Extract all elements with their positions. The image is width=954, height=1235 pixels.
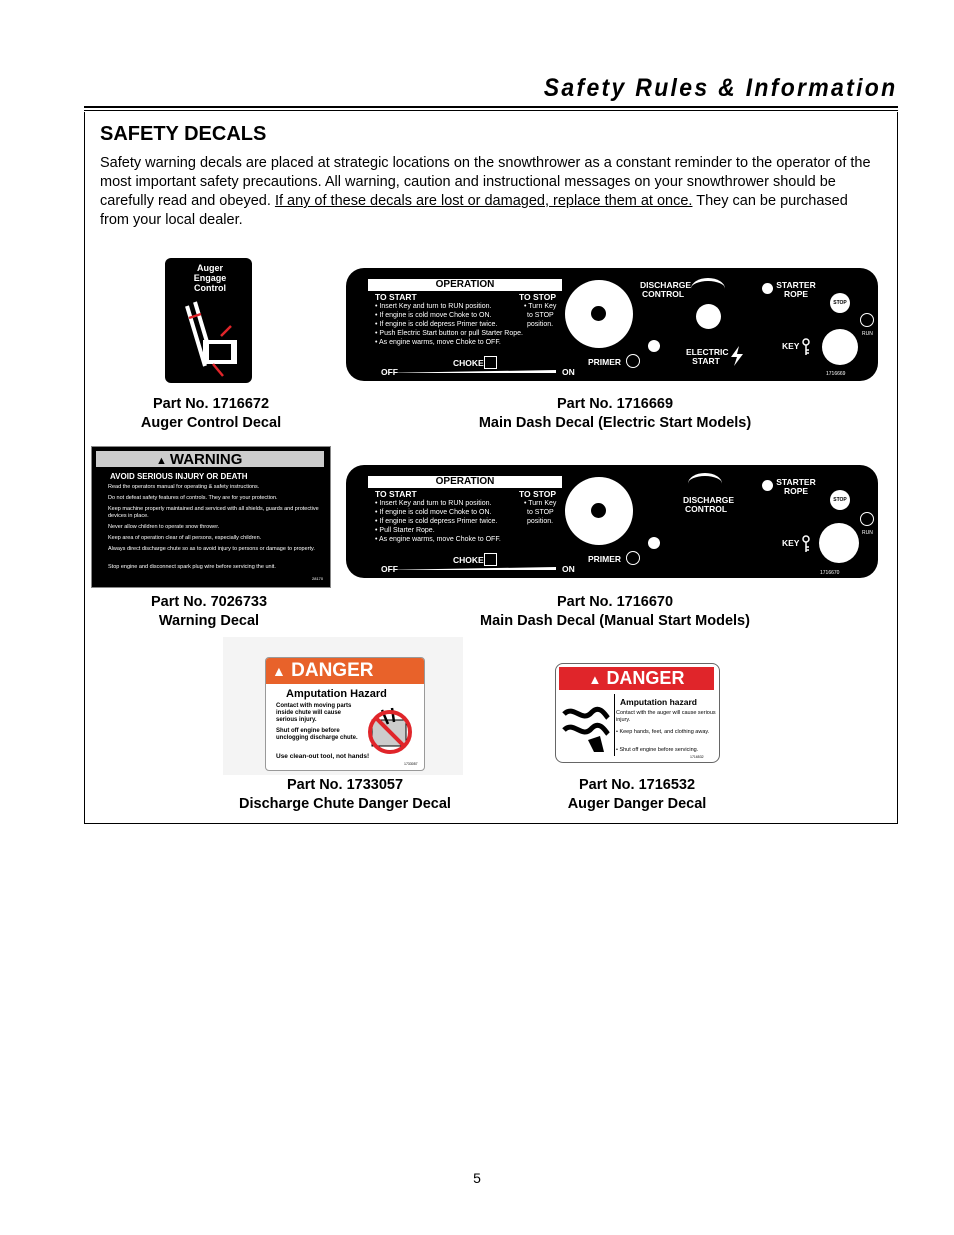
intro-underlined-text: If any of these decals are lost or damaged, replace them at once. (274, 193, 693, 209)
snowthrower-icon (165, 258, 252, 383)
stop-step: • Turn Key (524, 303, 557, 310)
hazard-line: Contact with the auger will cause serious injury. (616, 710, 716, 723)
off-label: OFF (381, 564, 398, 574)
start-step: • If engine is cold move Choke to ON. (375, 509, 492, 516)
to-start-heading: TO START (375, 489, 417, 499)
header-rule (84, 106, 898, 108)
key-icon (801, 338, 811, 356)
decal-name: Warning Decal (158, 613, 260, 629)
key-label: KEY (782, 341, 800, 351)
decal-code: 1733057 (404, 762, 418, 766)
discharge-arrow-icon (691, 278, 725, 299)
choke-label: CHOKE (453, 555, 484, 565)
choke-slider-track (381, 370, 556, 373)
start-step: • Pull Starter Rope. (375, 527, 435, 534)
starter-indicator (762, 480, 773, 491)
primer-label: PRIMER (588, 357, 622, 367)
to-stop-heading: TO STOP (519, 292, 557, 302)
danger-header-text: DANGER (291, 660, 374, 681)
danger-header (266, 658, 424, 684)
stop-icon: STOP (830, 293, 850, 313)
warning-item: Never allow children to operate snow thrower. (108, 524, 220, 530)
intro-text-end: They can be purchased from your local dealer. (100, 193, 848, 228)
danger-header-text: DANGER (606, 668, 685, 688)
page-title: Safety Rules & Information (543, 74, 897, 102)
key-switch (822, 329, 858, 365)
stop-step: • Turn Key (524, 500, 557, 507)
intro-paragraph (100, 154, 880, 230)
decal-name: Discharge Chute Danger Decal (239, 796, 451, 812)
operation-label: OPERATION (368, 279, 562, 291)
start-step: • If engine is cold move Choke to ON. (375, 312, 492, 319)
warning-item: Read the operators manual for operating & safety instructions. (108, 484, 260, 490)
decal-name: Main Dash Decal (Electric Start Models) (478, 415, 752, 431)
discharge-label: DISCHARGE CONTROL (683, 495, 735, 514)
chute-danger-frame (265, 657, 425, 771)
primer-icon (626, 354, 640, 368)
hazard-title: Amputation hazard (620, 697, 697, 707)
section-heading: SAFETY DECALS (100, 123, 267, 145)
main-dash-manual-decal (346, 465, 878, 578)
part-number: Part No. 7026733 (150, 594, 268, 610)
hazard-line: serious injury. (276, 717, 317, 723)
warning-item: Do not defeat safety features of controls. They are for your protection. (108, 495, 278, 501)
key-label: KEY (782, 538, 800, 548)
decal-code: 1716669 (826, 371, 846, 377)
starter-indicator (762, 283, 773, 294)
lightning-icon (729, 346, 745, 366)
stop-icon: STOP (830, 490, 850, 510)
hazard-line: Shut off engine before (276, 728, 340, 734)
starter-rope-label: STARTER ROPE (776, 280, 816, 299)
stop-step: to STOP (527, 312, 554, 319)
warning-item: Stop engine and disconnect spark plug wire before servicing the unit. (108, 564, 276, 570)
auger-control-decal (157, 258, 252, 388)
key-icon (801, 535, 811, 553)
key-switch (819, 523, 859, 563)
primer-indicator (648, 340, 660, 352)
warning-header (95, 450, 325, 468)
on-label: ON (562, 564, 575, 574)
dash-electric-caption (479, 395, 751, 433)
decal-code: 1716670 (820, 570, 840, 576)
auger-control-code: 1716672 (157, 368, 163, 388)
start-step: • If engine is cold depress Primer twice. (375, 321, 498, 328)
choke-slider-track (381, 567, 556, 570)
decal-name: Auger Danger Decal (567, 796, 707, 812)
warning-caption (151, 593, 267, 631)
stop-step: to STOP (527, 509, 554, 516)
warning-triangle-icon: ▲ (156, 455, 167, 467)
primer-indicator (648, 537, 660, 549)
warning-item: Keep machine properly maintained and serviced with all shields, guards and protective devices in place. (108, 506, 319, 519)
no-hands-icon (364, 702, 416, 754)
auger-danger-decal (555, 663, 720, 763)
start-step: • As engine warms, move Choke to OFF. (375, 339, 501, 346)
run-icon (860, 512, 874, 526)
discharge-knob (696, 304, 721, 329)
warning-item: Always direct discharge chute so as to avoid injury to persons or damage to property. (108, 546, 315, 552)
auger-control-label: Auger Engage Control (193, 263, 227, 293)
warning-subheader: AVOID SERIOUS INJURY OR DEATH (110, 472, 248, 481)
danger-triangle-icon: ▲ (588, 672, 602, 687)
discharge-arrow-icon (688, 473, 722, 494)
discharge-label: DISCHARGE CONTROL (640, 280, 692, 299)
hazard-line: Contact with moving parts (276, 703, 352, 709)
header-rule-thin (84, 110, 898, 111)
starter-rope-label: STARTER ROPE (776, 477, 816, 496)
start-step: • If engine is cold depress Primer twice. (375, 518, 498, 525)
run-label: RUN (862, 530, 873, 536)
part-number: Part No. 1716672 (152, 396, 270, 412)
auger-danger-caption (568, 776, 707, 814)
part-number: Part No. 1716532 (578, 777, 696, 793)
part-number: Part No. 1716669 (556, 396, 674, 412)
electric-start-label: ELECTRIC START (686, 347, 729, 366)
part-number: Part No. 1733057 (286, 777, 404, 793)
page-number: 5 (473, 1170, 481, 1186)
start-step: • As engine warms, move Choke to OFF. (375, 536, 501, 543)
auger-control-caption (141, 395, 281, 433)
hazard-line: inside chute will cause (276, 710, 342, 716)
warning-header-text: WARNING (169, 451, 243, 468)
to-start-heading: TO START (375, 292, 417, 302)
danger-triangle-icon: ▲ (272, 663, 286, 679)
choke-label: CHOKE (453, 358, 484, 368)
decal-code: 1716532 (690, 755, 704, 759)
primer-icon (626, 551, 640, 565)
main-dash-electric-decal (346, 268, 878, 381)
decal-name: Main Dash Decal (Manual Start Models) (480, 613, 750, 629)
start-step: • Insert Key and turn to RUN position. (375, 500, 492, 507)
danger-header (559, 667, 714, 690)
hazard-title: Amputation Hazard (286, 688, 387, 700)
intro-text: Safety warning decals are placed at strategic locations on the snowthrower as a constant reminder to the operator of the most important safety precautions. All warning, caution and instructional messages on your snowthrower should be carefully read and obeyed. (100, 155, 871, 209)
part-number: Part No. 1716670 (556, 594, 674, 610)
chute-danger-caption (239, 776, 451, 814)
hazard-line: Use clean-out tool, not hands! (276, 753, 370, 760)
warning-item: Keep area of operation clear of all persons, especially children. (108, 535, 262, 541)
auger-hand-icon (560, 696, 612, 752)
stop-step: position. (527, 321, 554, 328)
decal-code: 28170 (312, 576, 324, 581)
run-icon (860, 313, 874, 327)
primer-label: PRIMER (588, 554, 622, 564)
hazard-line: • Shut off engine before servicing. (616, 747, 699, 753)
choke-icon (484, 356, 497, 369)
hazard-line: • Keep hands, feet, and clothing away. (616, 729, 710, 735)
chute-danger-decal (223, 637, 463, 775)
auger-danger-divider (614, 694, 615, 756)
to-stop-heading: TO STOP (519, 489, 557, 499)
primer-hole (591, 306, 606, 321)
on-label: ON (562, 367, 575, 377)
start-step: • Push Electric Start button or pull Starter Rope. (375, 330, 523, 337)
decal-name: Auger Control Decal (140, 415, 282, 431)
primer-hole (591, 503, 606, 518)
operation-label: OPERATION (368, 476, 562, 488)
run-label: RUN (862, 331, 873, 337)
stop-step: position. (527, 518, 554, 525)
choke-icon (484, 553, 497, 566)
dash-manual-caption (480, 593, 750, 631)
start-step: • Insert Key and turn to RUN position. (375, 303, 492, 310)
warning-decal (91, 446, 331, 588)
off-label: OFF (381, 367, 398, 377)
hazard-line: unclogging discharge chute. (276, 735, 358, 741)
